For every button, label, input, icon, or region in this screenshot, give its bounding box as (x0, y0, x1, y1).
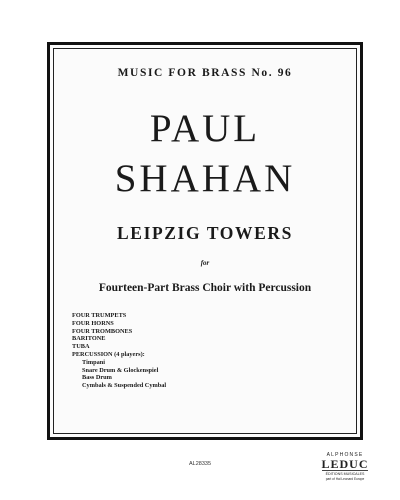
instrument-item: Cymbals & Suspended Cymbal (82, 382, 167, 390)
scoring-description: Fourteen-Part Brass Choir with Percussion (98, 282, 312, 294)
instrument-item: Bass Drum (82, 374, 112, 382)
cover-frame (47, 42, 363, 440)
work-title: LEIPZIG TOWERS (117, 223, 293, 243)
composer-first-name: PAUL (149, 107, 261, 150)
publisher-logo-line2: part of Hal Leonard Europe (325, 476, 365, 481)
instrument-list (72, 312, 166, 390)
instrument-item: FOUR TROMBONES (72, 327, 133, 335)
instrument-item: TUBA (72, 343, 90, 351)
instrument-item: Timpani (82, 358, 105, 366)
instrument-item: PERCUSSION (4 players): (72, 350, 145, 358)
instrument-item: FOUR HORNS (72, 319, 114, 327)
publisher-logo-name: LEDUC (321, 457, 369, 471)
publisher-logo-top: ALPHONSE (326, 452, 364, 458)
publisher-logo-line1: ÉDITIONS MUSICALES (322, 470, 368, 477)
instrument-item: Snare Drum & Glockenspiel (82, 366, 159, 374)
publisher-logo (320, 452, 370, 490)
instrument-item: FOUR TRUMPETS (72, 312, 127, 319)
composer-last-name: SHAHAN (114, 157, 296, 200)
catalog-number: AL28335 (188, 461, 212, 467)
series-label: MUSIC FOR BRASS No. 96 (117, 67, 293, 79)
for-label: for (200, 259, 210, 267)
instrument-item: BARITONE (72, 335, 106, 343)
